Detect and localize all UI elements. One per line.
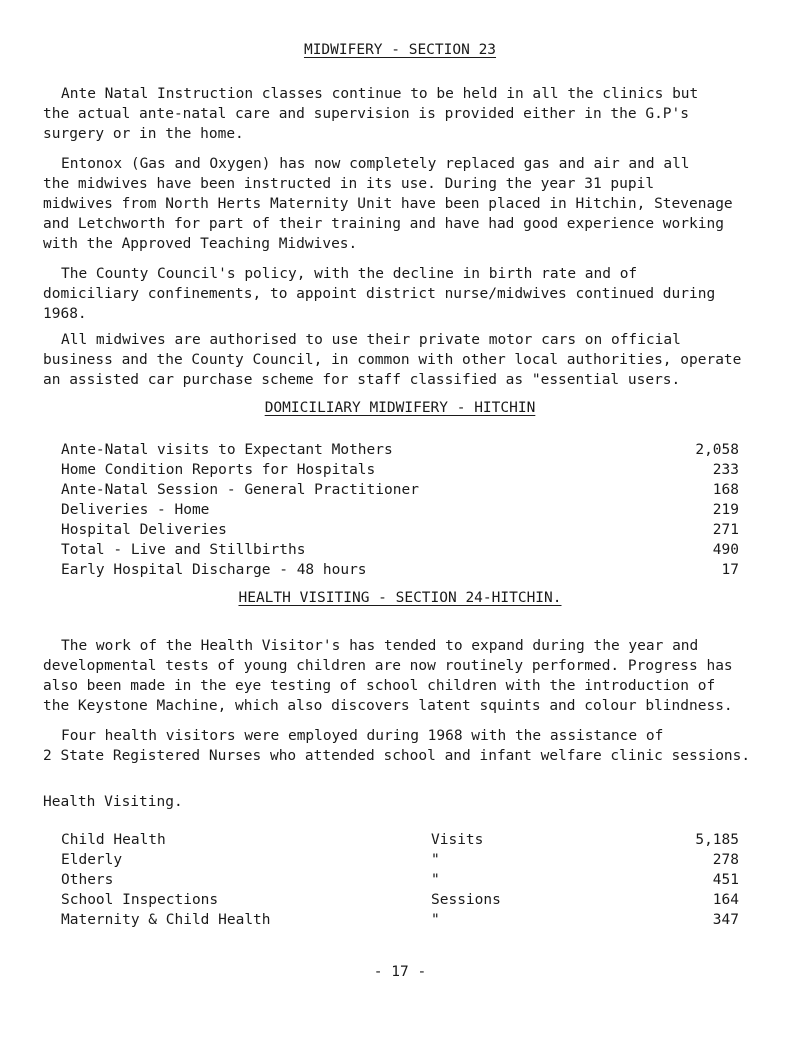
table-row [61, 480, 739, 500]
row-label: Deliveries - Home [61, 502, 210, 518]
table-row [61, 540, 739, 560]
row-unit: " [431, 872, 440, 888]
row-label: Early Hospital Discharge - 48 hours [61, 562, 367, 578]
paragraph-line: with the Approved Teaching Midwives. [43, 236, 358, 252]
paragraph-health-visitor-work [43, 636, 783, 716]
row-label: Maternity & Child Health [61, 912, 271, 928]
row-label: Home Condition Reports for Hospitals [61, 462, 376, 478]
paragraph-line: developmental tests of young children are now routinely performed. Progress has [43, 658, 733, 674]
table-row [61, 560, 739, 580]
row-value: 5,185 [695, 832, 739, 848]
paragraph-line: the midwives have been instructed in its use. During the year 31 pupil [43, 176, 655, 192]
section-heading-health-visiting: HEALTH VISITING - SECTION 24-HITCHIN. [238, 590, 562, 606]
domiciliary-stats-table [61, 440, 739, 580]
table-row [61, 460, 739, 480]
page-number: - 17 - [373, 964, 427, 980]
row-value: 347 [712, 912, 739, 928]
table-row [61, 520, 739, 540]
row-value: 233 [712, 462, 739, 478]
row-label: Others [61, 872, 114, 888]
table-row [61, 850, 739, 870]
paragraph-line: 1968. [43, 306, 87, 322]
row-unit: Visits [431, 832, 484, 848]
health-visiting-table [61, 830, 739, 930]
paragraph-line: Entonox (Gas and Oxygen) has now completely replaced gas and air and all [61, 156, 690, 172]
table-row [61, 890, 739, 910]
paragraph-line: also been made in the eye testing of school children with the introduction of [43, 678, 716, 694]
row-value: 271 [712, 522, 739, 538]
paragraph-four-visitors [43, 726, 783, 766]
row-unit: Sessions [431, 892, 501, 908]
paragraph-line: business and the County Council, in common with other local authorities, operate [43, 352, 742, 368]
paragraph-line: and Letchworth for part of their training and have had good experience working [43, 216, 724, 232]
paragraph-county-policy [43, 264, 783, 324]
paragraph-line: the Keystone Machine, which also discovers latent squints and colour blindness. [43, 698, 733, 714]
health-visiting-label: Health Visiting. [43, 794, 183, 810]
row-value: 490 [712, 542, 739, 558]
row-unit: " [431, 912, 440, 928]
paragraph-line: an assisted car purchase scheme for staff classified as "essential users. [43, 372, 681, 388]
section-heading-midwifery: MIDWIFERY - SECTION 23 [303, 42, 497, 58]
row-label: Ante-Natal Session - General Practitioner [61, 482, 419, 498]
row-value: 2,058 [695, 442, 739, 458]
row-value: 168 [712, 482, 739, 498]
paragraph-line: domiciliary confinements, to appoint district nurse/midwives continued during [43, 286, 716, 302]
row-value: 278 [712, 852, 739, 868]
row-value: 17 [721, 562, 739, 578]
paragraph-line: The County Council's policy, with the decline in birth rate and of [61, 266, 638, 282]
table-row [61, 830, 739, 850]
paragraph-entonox [43, 154, 783, 254]
paragraph-ante-natal [43, 84, 783, 144]
paragraph-motor-cars [43, 330, 783, 390]
row-label: Child Health [61, 832, 166, 848]
row-label: School Inspections [61, 892, 219, 908]
paragraph-line: Four health visitors were employed during 1968 with the assistance of [61, 728, 664, 744]
row-label: Ante-Natal visits to Expectant Mothers [61, 442, 393, 458]
row-value: 451 [712, 872, 739, 888]
table-row [61, 440, 739, 460]
table-row [61, 500, 739, 520]
paragraph-line: 2 State Registered Nurses who attended school and infant welfare clinic sessions. [43, 748, 751, 764]
paragraph-line: the actual ante-natal care and supervision is provided either in the G.P's [43, 106, 690, 122]
row-unit: " [431, 852, 440, 868]
row-label: Elderly [61, 852, 123, 868]
section-heading-domiciliary: DOMICILIARY MIDWIFERY - HITCHIN [264, 400, 536, 416]
paragraph-line: The work of the Health Visitor's has tended to expand during the year and [61, 638, 699, 654]
row-label: Hospital Deliveries [61, 522, 227, 538]
paragraph-line: Ante Natal Instruction classes continue to be held in all the clinics but [61, 86, 699, 102]
row-value: 164 [712, 892, 739, 908]
table-row [61, 910, 739, 930]
paragraph-line: surgery or in the home. [43, 126, 244, 142]
row-value: 219 [712, 502, 739, 518]
table-row [61, 870, 739, 890]
row-label: Total - Live and Stillbirths [61, 542, 306, 558]
paragraph-line: midwives from North Herts Maternity Unit have been placed in Hitchin, Stevenage [43, 196, 733, 212]
paragraph-line: All midwives are authorised to use their private motor cars on official [61, 332, 681, 348]
